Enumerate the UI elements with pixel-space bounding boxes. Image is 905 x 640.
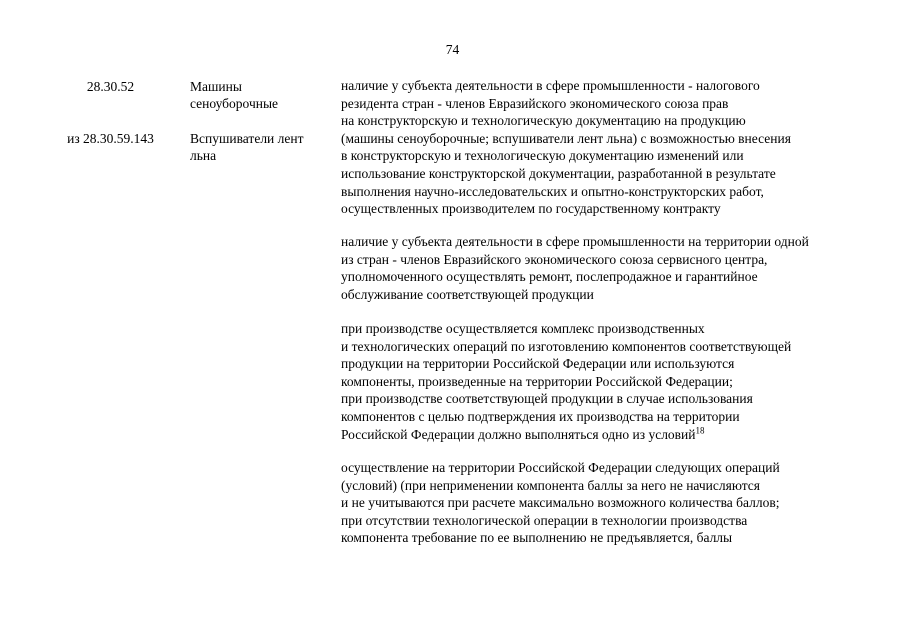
- text-line: выполнения научно-исследовательских и опытно-конструкторских работ,: [341, 183, 764, 199]
- product-name-line: Вспушиватели лент: [190, 131, 304, 146]
- text-line: [341, 426, 881, 444]
- text-line: и не учитываются при расчете максимально возможного количества баллов;: [341, 495, 780, 511]
- text-line: компонента требование по ее выполнению не предъявляется, баллы: [341, 530, 733, 546]
- text-line: компоненты, произведенные на территории Российской Федерации;: [341, 373, 733, 389]
- text-line: из стран - членов Евразийского экономического союза сервисного центра,: [341, 251, 768, 267]
- text-line: при отсутствии технологической операции в технологии производства: [341, 512, 748, 528]
- text-line: продукции на территории Российской Федерации или используются: [341, 356, 735, 372]
- page-number: 74: [445, 42, 460, 57]
- product-name-line: сеноуборочные: [190, 96, 279, 111]
- product-name-line: Машины: [190, 79, 242, 94]
- text-line: резидента стран - членов Евразийского экономического союза прав: [341, 95, 729, 111]
- okpd-code: из 28.30.59.143: [67, 131, 154, 146]
- requirement-paragraph: [341, 320, 881, 443]
- text-line: в конструкторскую и технологическую документацию изменений или: [341, 148, 744, 164]
- text-line-content: Российской Федерации должно выполняться одно из условий: [341, 426, 696, 442]
- text-line: использование конструкторской документации, разработанной в результате: [341, 165, 776, 181]
- text-line: осуществленных производителем по государственному контракту: [341, 201, 721, 217]
- text-line: и технологических операций по изготовлению компонентов соответствующей: [341, 338, 792, 354]
- text-line: на конструкторскую и технологическую документацию на продукцию: [341, 113, 746, 129]
- text-line: наличие у субъекта деятельности в сфере промышленности - налогового: [341, 78, 760, 93]
- footnote-marker: 18: [695, 425, 705, 436]
- text-line: компонентов с целью подтверждения их производства на территории: [341, 408, 740, 424]
- requirement-paragraph: [341, 233, 881, 303]
- product-name: [190, 130, 330, 164]
- product-name: [190, 78, 330, 112]
- text-line: при производстве осуществляется комплекс производственных: [341, 321, 705, 336]
- text-line: уполномоченного осуществлять ремонт, послепродажное и гарантийное: [341, 269, 758, 285]
- text-line: при производстве соответствующей продукции в случае использования: [341, 391, 753, 407]
- requirement-paragraph: [341, 77, 881, 218]
- text-line: (условий) (при неприменении компонента баллы за него не начисляются: [341, 477, 760, 493]
- text-line: обслуживание соответствующей продукции: [341, 286, 594, 302]
- okpd-code: 28.30.52: [86, 79, 135, 94]
- text-line: осуществление на территории Российской Федерации следующих операций: [341, 460, 780, 475]
- product-name-line: льна: [190, 148, 217, 163]
- text-line: (машины сеноуборочные; вспушиватели лент льна) с возможностью внесения: [341, 130, 791, 146]
- requirement-paragraph: [341, 459, 881, 547]
- text-line: наличие у субъекта деятельности в сфере промышленности на территории одной: [341, 234, 809, 249]
